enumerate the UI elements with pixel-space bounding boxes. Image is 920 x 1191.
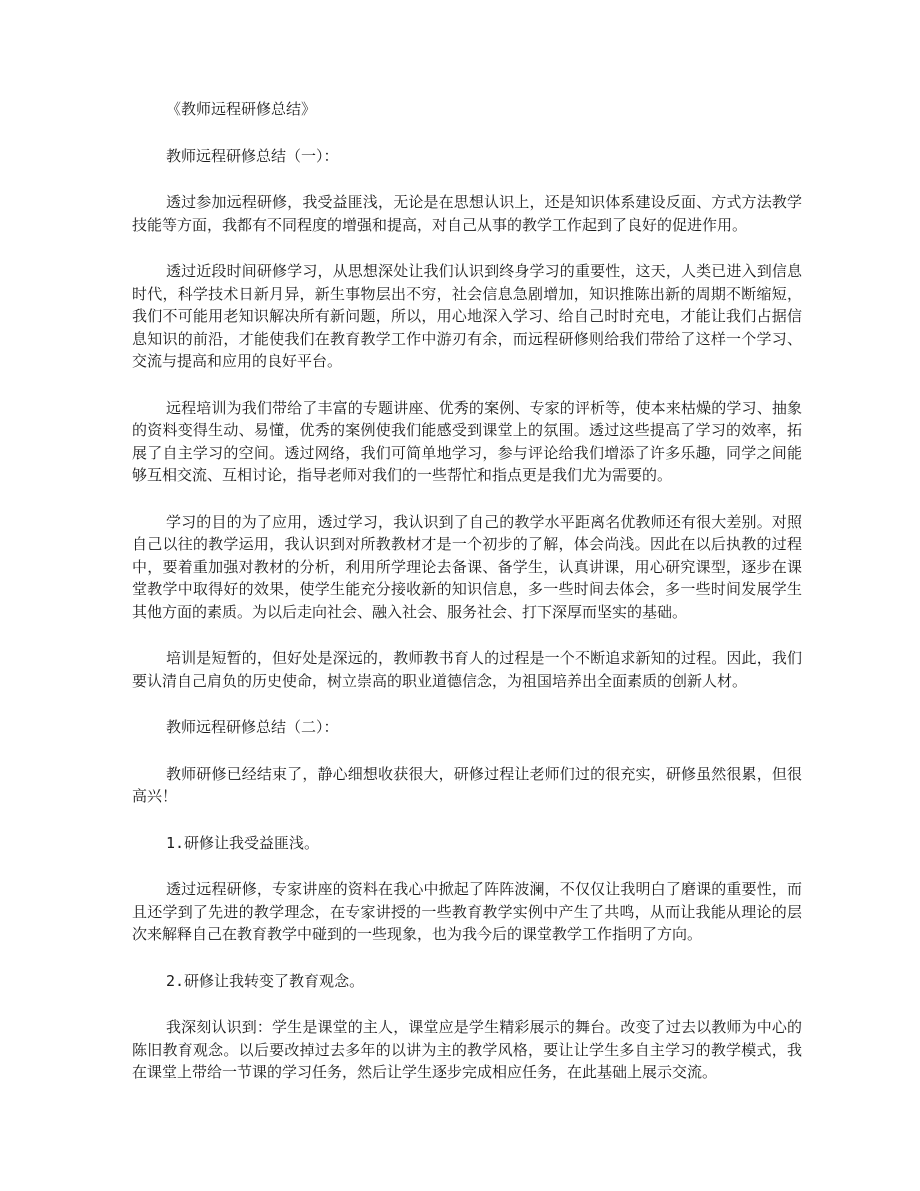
document-title: 《教师远程研修总结》 — [166, 100, 317, 118]
paragraph: 远程培训为我们带给了丰富的专题讲座、优秀的案例、专家的评析等，使本来枯燥的学习、抽象的资料变得生动、易懂，优秀的案例使我们能感受到课堂上的氛围。透过这些提高了学习的效率，拓展了自主学习的空间。透过网络，我们可简单地学习，参与评论给我们增添了许多乐趣，同学之间能够互相交流、互相讨论，指导老师对我们的一些帮忙和指点更是我们尤为需要的。 — [132, 398, 802, 484]
paragraph: 透过参加远程研修，我受益匪浅，无论是在思想认识上，还是知识体系建设反面、方式方法教学技能等方面，我都有不同程度的增强和提高，对自己从事的教学工作起到了良好的促进作用。 — [132, 193, 802, 234]
section-heading-1: 教师远程研修总结（一）： — [166, 146, 339, 165]
section-heading-2: 教师远程研修总结（二）： — [166, 718, 339, 736]
paragraph: 学习的目的为了应用，透过学习，我认识到了自己的教学水平距离名优教师还有很大差别。对照自己以往的教学运用，我认识到对所教教材才是一个初步的了解，体会尚浅。因此在以后执教的过程中，要着重加强对教材的分析，利用所学理论去备课、备学生，认真讲课，用心研究课型，逐步在课堂教学中取得好的效果，使学生能充分接收新的知识信息，多一些时间去体会，多一些时间发展学生其他方面的素质。为以后走向社会、融入社会、服务社会、打下深厚而坚实的基础。 — [132, 512, 802, 621]
paragraph: 培训是短暂的，但好处是深远的，教师教书育人的过程是一个不断追求新知的过程。因此，我们要认清自己肩负的历史使命，树立崇高的职业道德信念，为祖国培养出全面素质的创新人材。 — [132, 649, 802, 690]
paragraph: 我深刻认识到：学生是课堂的主人，课堂应是学生精彩展示的舞台。改变了过去以教师为中心的陈旧教育观念。以后要改掉过去多年的以讲为主的教学风格，要让让学生多自主学习的教学模式，我在课堂上带给一节课的学习任务，然后让学生逐步完成相应任务，在此基础上展示交流。 — [132, 1018, 802, 1081]
paragraph: 教师研修已经结束了，静心细想收获很大，研修过程让老师们过的很充实，研修虽然很累，但很高兴！ — [132, 764, 802, 805]
paragraph: 透过远程研修，专家讲座的资料在我心中掀起了阵阵波澜，不仅仅让我明白了磨课的重要性，而且还学到了先进的教学理念，在专家讲授的一些教育教学实例中产生了共鸣，从而让我能从理论的层次来解释自己在教育教学中碰到的一些现象，也为我今后的课堂教学工作指明了方向。 — [132, 880, 802, 943]
paragraph: 透过近段时间研修学习，从思想深处让我们认识到终身学习的重要性，这天，人类已进入到信息时代，科学技术日新月异，新生事物层出不穷，社会信息急剧增加，知识推陈出新的周期不断缩短，我们不可能用老知识解决所有新问题，所以，用心地深入学习、给自己时时充电，才能让我们占据信息知识的前沿，才能使我们在教育教学工作中游刃有余，而远程研修则给我们带给了这样一个学习、交流与提高和应用的良好平台。 — [132, 262, 802, 370]
list-item-heading-1: 1.研修让我受益匪浅。 — [166, 833, 320, 852]
list-item-heading-2: 2.研修让我转变了教育观念。 — [166, 971, 365, 990]
document-body — [132, 98, 802, 1108]
